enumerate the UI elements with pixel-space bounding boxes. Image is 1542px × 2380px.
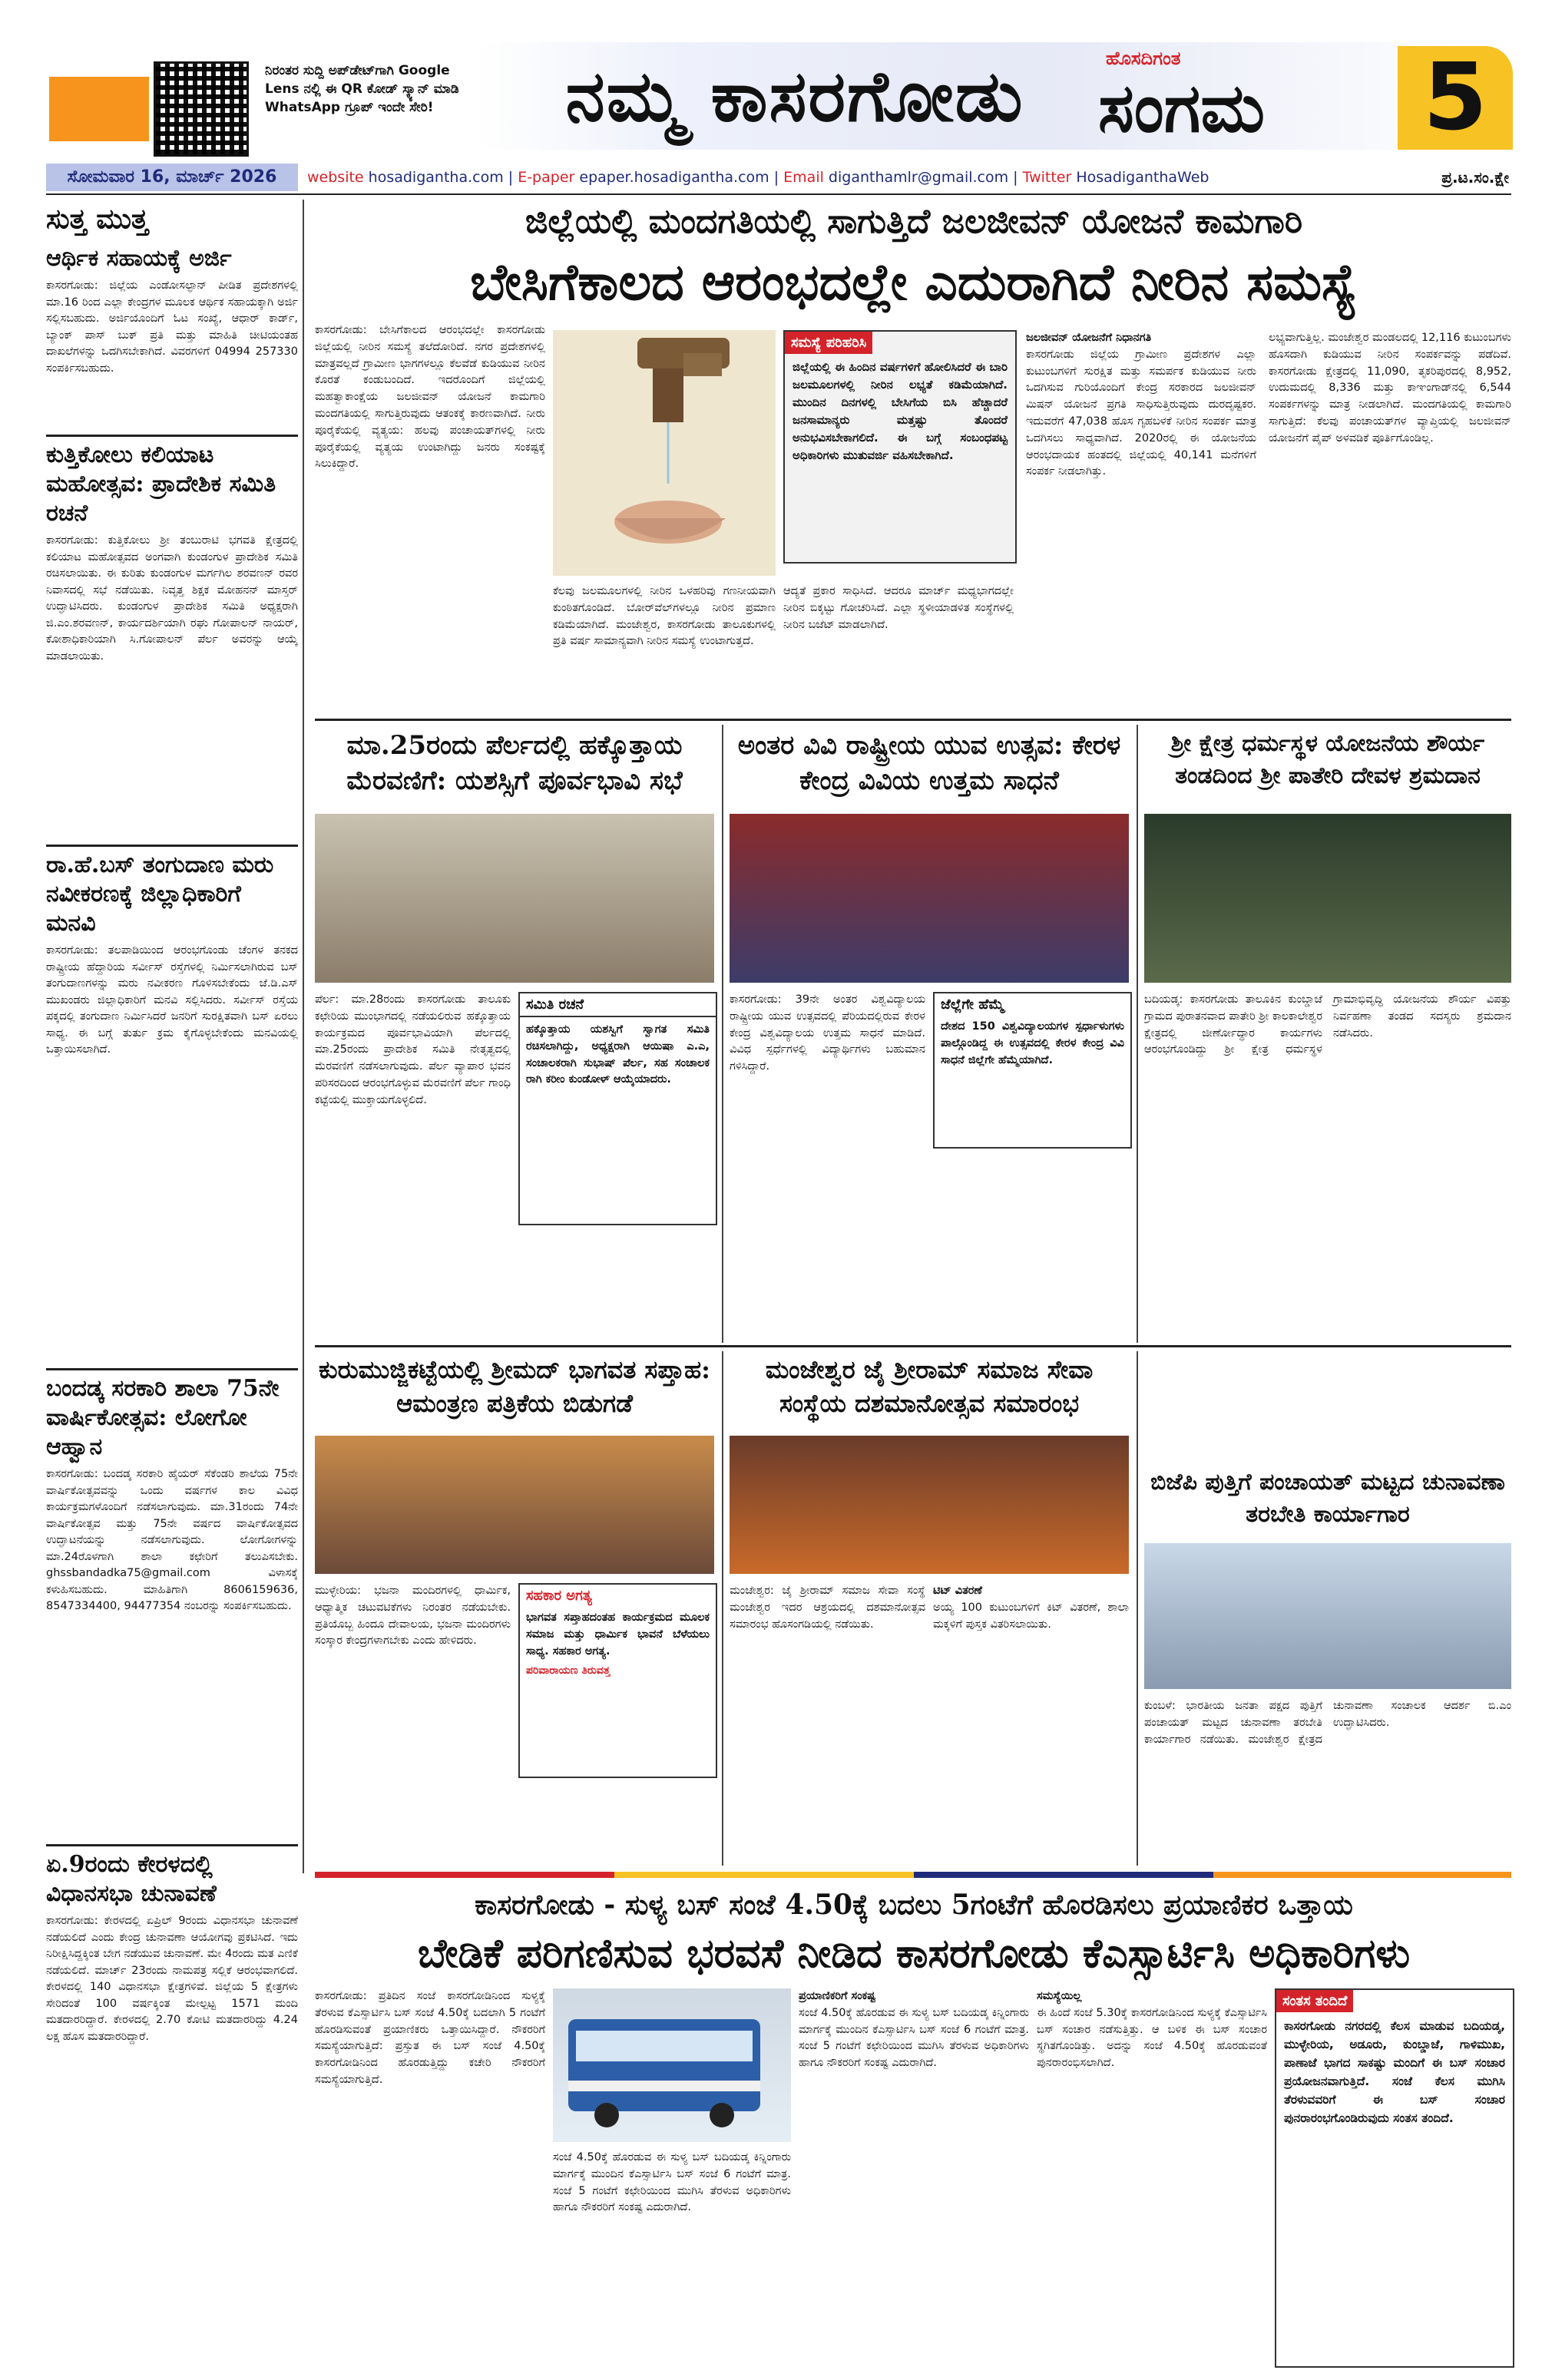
water-tap-image [553, 330, 776, 576]
brief-headline: ಆರ್ಥಿಕ ಸಹಾಯಕ್ಕೆ ಅರ್ಜಿ [46, 245, 232, 272]
problem-box-text: ಜಿಲ್ಲೆಯಲ್ಲಿ ಈ ಹಿಂದಿನ ವರ್ಷಗಳಿಗೆ ಹೋಲಿಸಿದರೆ ಈ ಬಾರಿ ಜಲಮೂಲಗಳಲ್ಲಿ ನೀರಿನ ಲಭ್ಯತೆ ಕಡಿಮೆಯಾಗಿದೆ. ಮುಂದಿನ ದಿನಗಳಲ್ಲಿ ಬೇಸಿಗೆಯ ಬಿಸಿ ಹೆಚ್ಚಾದರೆ ಜನಸಾಮಾನ್ಯರು ಮತ್ತಷ್ಟು ತೊಂದರೆ ಅನುಭವಿಸಬೇಕಾಗಲಿದೆ. ಈ ಬಗ್ಗೆ ಸಂಬಂಧಪಟ್ಟ ಅಧಿಕಾರಿಗಳು ಮುತುವರ್ಜಿ ವಹಿಸಬೇಕಾಗಿದೆ. [793, 360, 1008, 462]
story-headline: ಶ್ರೀ ಕ್ಷೇತ್ರ ಧರ್ಮಸ್ಥಳ ಯೋಜನೆಯ ಶೌರ್ಯ ತಂಡದಿಂದ ಶ್ರೀ ಪಾತೇರಿ ದೇವಳ ಶ್ರಮದಾನ [1170, 730, 1485, 789]
bottom-column-4 [1037, 1988, 1267, 2365]
bottom-column-1 [315, 1988, 545, 2365]
lead-column-3 [783, 583, 1014, 714]
supplement-name: ಸಂಗಮ [1098, 68, 1266, 147]
bottom-headline: ಬೇಡಿಕೆ ಪರಿಗಣಿಸುವ ಭರವಸೆ ನೀಡಿದ ಕಾಸರಗೋಡು ಕೆಎಸ್ಸಾರ್ಟಿಸಿ ಅಧಿಕಾರಿಗಳು [417, 1930, 1411, 1977]
story-headline: ಬಿಜೆಪಿ ಪುತ್ತಿಗೆ ಪಂಚಾಯತ್ ಮಟ್ಟದ ಚುನಾವಣಾ ತರಬೇತಿ ಕಾರ್ಯಾಗಾರ [1150, 1469, 1505, 1528]
story-text: ಸಂಜೆ 4.50ಕ್ಕೆ ಹೊರಡುವ ಈ ಸುಳ್ಯ ಬಸ್ ಬದಿಯಡ್ಕ ಕಿನ್ನಿಂಗಾರು ಮಾರ್ಗಕ್ಕೆ ಮುಂದಿನ ಕೆಎಸ್ಸಾರ್ಟಿಸಿ ಬಸ್ ಸಂಜೆ 6 ಗಂಟೆಗೆ ಮಾತ್ರ. ಸಂಜೆ 5 ಗಂಟೆಗೆ ಕಛೇರಿಯಿಂದ ಮುಗಿಸಿ ತೆರಳುವ ಅಧಿಕಾರಿಗಳು ಹಾಗೂ ನೌಕರರಿಗೆ ಸಂಕಷ್ಟ ಎದುರಾಗಿದೆ. [553, 2151, 791, 2214]
brief-2 [46, 441, 298, 665]
cooperation-box [518, 1583, 717, 1778]
bus-photo [553, 1988, 791, 2142]
brief-body: ಕಾಸರಗೋಡು: ತಲಪಾಡಿಯಿಂದ ಆರಂಭಗೊಂಡು ಚೆಂಗಳ ತನಕದ ರಾಷ್ಟ್ರೀಯ ಹೆದ್ದಾರಿಯ ಸರ್ವೀಸ್ ರಸ್ತೆಗಳಲ್ಲಿ ನಿರ್ಮಿಸಲಾಗಿರುವ ಬಸ್ ತಂಗುದಾಣಗಳನ್ನು ಮರು ನವೀಕರಣ ಗೊಳಿಸಬೇಕೆಂದು ಜೆ.ಡಿ.ಎಸ್ ಮುಖಂಡರು ಜಿಲ್ಲಾಧಿಕಾರಿಗೆ ಮನವಿ ಸಲ್ಲಿಸಿದರು. ಸರ್ವೀಸ್ ರಸ್ತೆಯ ಪಕ್ಕದಲ್ಲಿ ತಂಗುದಾಣ ನಿರ್ಮಿಸಿದರೆ ಜನರಿಗೆ ಸುರಕ್ಷಿತವಾಗಿ ಬಸ್ ಏರಲು ಸಾಧ್ಯ. ಈ ಬಗ್ಗೆ ತುರ್ತು ಕ್ರಮ ಕೈಗೊಳ್ಳಬೇಕೆಂದು ಮನವಿಯಲ್ಲಿ ಒತ್ತಾಯಿಸಲಾಗಿದೆ. [46, 944, 298, 1056]
brief-5 [46, 1850, 298, 2211]
committee-box [518, 992, 717, 1225]
story-text: ಕುಂಬಳೆ: ಭಾರತೀಯ ಜನತಾ ಪಕ್ಷದ ಪುತ್ತಿಗೆ ಪಂಚಾಯತ್ ಮಟ್ಟದ ಚುನಾವಣಾ ತರಬೇತಿ ಕಾರ್ಯಾಗಾರ ನಡೆಯಿತು. ಮಂಜೇಶ್ವರ ಕ್ಷೇತ್ರದ ಚುನಾವಣಾ ಸಂಚಾಲಕ ಆದರ್ಶ ಬಿ.ಎಂ ಉದ್ಘಾಟಿಸಿದರು. [1144, 1700, 1511, 1746]
brief-separator [46, 845, 298, 847]
story-body-2 [933, 1583, 1129, 1875]
story-body [730, 1583, 925, 1875]
lead-kicker: ಜಿಲ್ಲೆಯಲ್ಲಿ ಮಂದಗತಿಯಲ್ಲಿ ಸಾಗುತ್ತಿದೆ ಜಲಜೀವನ್ ಯೋಜನೆ ಕಾಮಗಾರಿ [524, 202, 1303, 241]
lead-photo [553, 330, 776, 576]
story-headline: ಕುರುಮುಜ್ಜಿಕಟ್ಟೆಯಲ್ಲಿ ಶ್ರೀಮದ್ ಭಾಗವತ ಸಪ್ತಾಹ: ಆಮಂತ್ರಣ ಪತ್ರಿಕೆಯ ಬಿಡುಗಡೆ [319, 1355, 710, 1418]
section-rule [315, 719, 1511, 721]
lead-column-1 [315, 322, 545, 706]
brand-color-block [49, 77, 149, 141]
brief-body: ಕಾಸರಗೋಡು: ಕೇರಳದಲ್ಲಿ ಏಪ್ರಿಲ್ 9ರಂದು ವಿಧಾನಸಭಾ ಚುನಾವಣೆ ನಡೆಯಲಿದೆ ಎಂದು ಕೇಂದ್ರ ಚುನಾವಣಾ ಆಯೋಗವು ಪ್ರಕಟಿಸಿದೆ. ಇದು ನಿರೀಕ್ಷಿಸಿದ್ದಕ್ಕಿಂತ ಬೇಗ ನಡೆಯುವ ಚುನಾವಣೆ. ಮೇ 4ರಂದು ಮತ ಎಣಿಕೆ ನಡೆಯಲಿದೆ. ಮಾರ್ಚ್ 23ರಂದು ನಾಮಪತ್ರ ಸಲ್ಲಿಕೆ ಆರಂಭವಾಗಲಿದೆ. ಕೇರಳದಲ್ಲಿ 140 ವಿಧಾನಸಭಾ ಕ್ಷೇತ್ರಗಳಿವೆ. ಜಿಲ್ಲೆಯ 5 ಕ್ಷೇತ್ರಗಳು ಸೇರಿದಂತೆ 100 ವರ್ಷಕ್ಕಿಂತ ಮೇಲ್ಪಟ್ಟ 1571 ಮಂದಿ ಮತದಾರರಿದ್ದಾರೆ. ಕೇರಳದಲ್ಲಿ 2.70 ಕೋಟಿ ಮತದಾರರಿದ್ದು 4.24 ಲಕ್ಷ ಹೊಸ ಮತದಾರರಿದ್ದಾರೆ. [46, 1915, 298, 2043]
masthead-title: ನಮ್ಮ ಕಾಸರಗೋಡು [565, 55, 1024, 137]
brand-name: ಹೊಸದಿಗಂತ [1106, 48, 1181, 69]
committee-box-text: ಹಕ್ಕೊತ್ತಾಯ ಯಶಸ್ವಿಗೆ ಸ್ವಾಗತ ಸಮಿತಿ ರಚಿಸಲಾಗಿದ್ದು, ಅಧ್ಯಕ್ಷರಾಗಿ ಆಯಿಷಾ ಎ.ಎ, ಸಂಚಾಲಕರಾಗಿ ಸುಭಾಷ್ ಪೆರ್ಲ, ಸಹ ಸಂಚಾಲಕ ರಾಗಿ ಕರೀಂ ಕುಂಡೋಳ್ ಆಯ್ಕೆಯಾದರು. [526, 1023, 710, 1086]
lead-column-2 [553, 583, 776, 714]
column-divider [722, 725, 723, 1343]
cooperation-box-text: ಭಾಗವತ ಸಪ್ತಾಹದಂತಹ ಕಾರ್ಯಕ್ರಮದ ಮೂಲಕ ಸಮಾಜ ಮತ್ತು ಧಾರ್ಮಿಕ ಭಾವನೆ ಬೆಳೆಯಲು ಸಾಧ್ಯ. ಸಹಕಾರ ಅಗತ್ಯ. [526, 1611, 710, 1658]
date-label: ಸೋಮವಾರ 16, ಮಾರ್ಚ್ 2026 [46, 164, 298, 191]
column-divider [722, 1351, 723, 1866]
story-subhead: ಪ್ರಯಾಣಿಕರಿಗೆ ಸಂಕಷ್ಟ [799, 1990, 876, 2002]
brief-1 [46, 244, 298, 377]
story-headline: ಮಾ.25ರಂದು ಪೆರ್ಲದಲ್ಲಿ ಹಕ್ಕೊತ್ತಾಯ ಮೆರವಣಿಗೆ: ಯಶಸ್ಸಿಗೆ ಪೂರ್ವಭಾವಿ ಸಭೆ [346, 730, 683, 796]
decor-strip [315, 1872, 614, 1878]
qr-note: ನಿರಂತರ ಸುದ್ದಿ ಅಪ್‌ಡೇಟ್‌ಗಾಗಿ Google Lens ನಲ್ಲಿ ಈ QR ಕೋಡ್ ಸ್ಕ್ಯಾನ್ ಮಾಡಿ WhatsApp ಗ್ರೂಪ್ ಇಂದೇ ಸೇರಿ! [265, 63, 459, 115]
cooperation-box-title: ಸಹಕಾರ ಅಗತ್ಯ [526, 1588, 592, 1604]
brief-headline: ರಾ.ಹೆ.ಬಸ್ ತಂಗುದಾಣ ಮರು ನವೀಕರಣಕ್ಕೆ ಜಿಲ್ಲಾಧಿಕಾರಿಗೆ ಮನವಿ [46, 851, 274, 937]
brief-body: ಕಾಸರಗೋಡು: ಬಂದಡ್ಕ ಸರಕಾರಿ ಹೈಯರ್ ಸೆಕೆಂಡರಿ ಶಾಲೆಯ 75ನೇ ವಾರ್ಷಿಕೋತ್ಸವವನ್ನು ಒಂದು ವರ್ಷಗಳ ಕಾಲ ವಿವಿಧ ಕಾರ್ಯಕ್ರಮಗಳೊಂದಿಗೆ ನಡೆಸಲಾಗುವುದು. ಮಾ.31ರಂದು 74ನೇ ವಾರ್ಷಿಕೋತ್ಸವ ಮತ್ತು 75ನೇ ವರ್ಷದ ವಾರ್ಷಿಕೋತ್ಸವದ ಉದ್ಘಾಟನೆಯನ್ನು ನಡೆಸಲಾಗುವುದು. ಲೋಗೋಗಳನ್ನು ಮಾ.24ರೊಳಗಾಗಿ ಶಾಲಾ ಕಛೇರಿಗೆ ತಲುಪಿಸಬೇಕು. ghssbandadka75@gmail.com ವಿಳಾಸಕ್ಕೆ ಕಳುಹಿಸಬಹುದು. ಮಾಹಿತಿಗಾಗಿ 8606159636, 8547334400, 94477354 ನಂಬರನ್ನು ಸಂಪರ್ಕಿಸಬಹುದು. [46, 1468, 298, 1612]
brief-separator [46, 1368, 298, 1370]
story-subhead: ಸಮಸ್ಯೆಯಿಲ್ಲ [1037, 1990, 1082, 2002]
brief-separator [46, 435, 298, 437]
column-divider [303, 200, 304, 1873]
bus-image [553, 1988, 791, 2142]
brief-headline: ಬಂದಡ್ಕ ಸರಕಾರಿ ಶಾಲಾ 75ನೇ ವಾರ್ಷಿಕೋತ್ಸವ: ಲೋಗೋ ಆಹ್ವಾನ [46, 1375, 280, 1460]
celebration-photo [730, 1436, 1129, 1574]
bottom-kicker: ಕಾಸರಗೋಡು - ಸುಳ್ಯ ಬಸ್ ಸಂಜೆ 4.50ಕ್ಕೆ ಬದಲು 5ಗಂಟೆಗೆ ಹೊರಡಿಸಲು ಪ್ರಯಾಣಿಕರ ಒತ್ತಾಯ [475, 1889, 1353, 1921]
workshop-photo [1144, 1543, 1511, 1689]
story-body [1144, 992, 1511, 1353]
brief-4 [46, 1374, 298, 1615]
brief-body: ಕಾಸರಗೋಡು: ಕುತ್ತಿಕೋಲು ಶ್ರೀ ತಂಬುರಾಟಿ ಭಗವತಿ ಕ್ಷೇತ್ರದಲ್ಲಿ ಕಲಿಯಾಟ ಮಹೋತ್ಸವದ ಅಂಗವಾಗಿ ಕುಂಡಂಗುಳ ಪ್ರಾದೇಶಿಕ ಸಮಿತಿ ರಚಿಸಲಾಯಿತು. ಈ ಕುರಿತು ಕುಂಡಂಗುಳ ಮರ್ಗಗಿಲ ಶರವಣನ್ ರವರ ನಿವಾಸದಲ್ಲಿ ಸಭೆ ನಡೆಯಿತು. ನಿವೃತ್ತ ಶಿಕ್ಷಕ ಮೋಹನನ್ ಮಾಸ್ತರ್ ಉದ್ಘಾಟಿಸಿದರು. ಕುಂಡಂಗುಳ ಪ್ರಾದೇಶಿಕ ಸಮಿತಿ ಅಧ್ಯಕ್ಷರಾಗಿ ಜಿ.ಎಂ.ಶರವಣನ್, ಕಾರ್ಯದರ್ಶಿಯಾಗಿ ರಘು ಗೋಪಾಲನ್ ನಾಯರ್, ಕೋಶಾಧಿಕಾರಿಯಾಗಿ ಸಿ.ಗೋಪಾಲನ್ ಪೆರ್ಲ ಅವರನ್ನು ಆಯ್ಕೆ ಮಾಡಲಾಯಿತು. [46, 534, 298, 663]
cooperation-box-tag: ಪರಿವಾರಾಯಣ ತಿರುವತ್ತ [526, 1664, 611, 1678]
epaper-label: E-paper [518, 169, 575, 186]
story-body [1144, 1698, 1511, 1867]
lead-text: ಕಾಸರಗೋಡು ಜಿಲ್ಲೆಯ ಗ್ರಾಮೀಣ ಪ್ರದೇಶಗಳ ಎಲ್ಲಾ ಕುಟುಂಬಗಳಿಗೆ ಸುರಕ್ಷಿತ ಮತ್ತು ಸಮರ್ಪಕ ಕುಡಿಯುವ ನೀರು ಒದಗಿಸುವ ಗುರಿಯೊಂದಿಗೆ ಕೇಂದ್ರ ಸರಕಾರದ ಜಲಜೀವನ್ ಮಿಷನ್ ಯೋಜನೆ ಪ್ರಗತಿ ಸಾಧಿಸುತ್ತಿರುವುದು ದುರದೃಷ್ಟಕರ. ಇದುವರೆಗೆ 47,038 ಹೊಸ ಗೃಹಬಳಕೆ ನೀರಿನ ಸಂಪರ್ಕ ಮಾತ್ರ ಒದಗಿಸಲು ಸಾಧ್ಯವಾಗಿದೆ. 2020ರಲ್ಲಿ ಈ ಯೋಜನೆಯ ಆರಂಭದಾಯಕ ಹಂತದಲ್ಲಿ ಜಿಲ್ಲೆಯಲ್ಲಿ 40,141 ಮನೆಗಳಿಗೆ ಸಂಪರ್ಕ ನೀಡಲಾಗಿತ್ತು. [1026, 348, 1256, 478]
happy-box-title: ಸಂತಸ ತಂದಿದೆ [1276, 1990, 1353, 2012]
decor-strip [614, 1872, 914, 1878]
story-text: ಮುಳ್ಳೇರಿಯ: ಭಜನಾ ಮಂದಿರಗಳಲ್ಲಿ ಧಾರ್ಮಿಕ, ಆಧ್ಯಾತ್ಮಿಕ ಚಟುವಟಿಕೆಗಳು ನಿರಂತರ ನಡೆಯಬೇಕು. ಪ್ರತಿಯೊಬ್ಬ ಹಿಂದೂ ದೇವಾಲಯ, ಭಜನಾ ಮಂದಿರಗಳು ಸಂಸ್ಕಾರ ಕೇಂದ್ರಗಳಾಗಬೇಕು ಎಂದು ಹೇಳಿದರು. [315, 1585, 511, 1648]
problem-box [783, 330, 1017, 564]
pride-box-title: ಜೆಲ್ಲೆಗೇ ಹೆಮ್ಮೆ [941, 997, 1004, 1013]
email-link[interactable]: diganthamlr@gmail.com [828, 169, 1009, 186]
story-text: ಅಯ್ಯ 100 ಕುಟುಂಬಗಳಿಗೆ ಕಿಟ್ ವಿತರಣೆ, ಶಾಲಾ ಮಕ್ಕಳಿಗೆ ಪುಸ್ತಕ ವಿತರಿಸಲಾಯಿತು. [933, 1601, 1129, 1631]
story-text: ಬದಿಯಡ್ಕ: ಕಾಸರಗೋಡು ತಾಲೂಕಿನ ಕುಂಬ್ಡಾಜೆ ಗ್ರಾಮದ ಪುರಾತನವಾದ ಪಾತೇರಿ ಶ್ರೀ ಕಾಲಕಾಲೇಶ್ವರ ಕ್ಷೇತ್ರದಲ್ಲಿ ಜೀರ್ಣೋದ್ಧಾರ ಕಾರ್ಯಗಳು ಆರಂಭಗೊಂಡಿದ್ದು ಶ್ರೀ ಕ್ಷೇತ್ರ ಧರ್ಮಸ್ಥಳ ಗ್ರಾಮಾಭಿವೃದ್ಧಿ ಯೋಜನೆಯ ಶೌರ್ಯ ವಿಪತ್ತು ನಿರ್ವಹಣಾ ತಂಡದ ಸದಸ್ಯರು ಶ್ರಮದಾನ ನಡೆಸಿದರು. [1144, 993, 1511, 1056]
decor-strip [1213, 1872, 1511, 1878]
twitter-link[interactable]: HosadiganthaWeb [1076, 169, 1209, 186]
shramadana-photo [1144, 814, 1511, 983]
happy-box [1275, 1988, 1514, 2368]
column-divider [1137, 725, 1138, 1343]
story-body [730, 992, 925, 1360]
bhagavata-photo [315, 1436, 714, 1574]
edition-code: ಪ್ರ.ಟ.ಸಂ.ಕ್ಷೇ [1441, 168, 1509, 187]
lead-text: ಲಭ್ಯವಾಗುತ್ತಿಲ್ಲ. ಮಂಜೇಶ್ವರ ಮಂಡಲದಲ್ಲಿ 12,116 ಕುಟುಂಬಗಳು ಹೊಸದಾಗಿ ಕುಡಿಯುವ ನೀರಿನ ಸಂಪರ್ಕವನ್ನು ಪಡೆದಿವೆ. ಕಾಸರಗೋಡು ಕ್ಷೇತ್ರದಲ್ಲಿ 11,090, ತೃಕರಿಪುರದಲ್ಲಿ 8,952, ಉದುಮದಲ್ಲಿ 8,336 ಮತ್ತು ಕಾಞಂಗಾಡ್‌ನಲ್ಲಿ 6,544 ಸಂಪರ್ಕಗಳನ್ನು ಮಾತ್ರ ನೀಡಲಾಗಿದೆ. ಮಂದಗತಿಯಲ್ಲಿ ಕಾಮಗಾರಿ ಸಾಗುತ್ತಿದೆ: ಕೆಲವು ಪಂಚಾಯತ್‌ಗಳ ವ್ಯಾಪ್ತಿಯಲ್ಲಿ ಜಲಜೀವನ್ ಯೋಜನೆಗೆ ಪೈಪ್ ಅಳವಡಿಕೆ ಪೂರ್ತಿಗೊಂಡಿಲ್ಲ. [1269, 332, 1511, 445]
lead-subhead: ಜಲಜೀವನ್ ಯೋಜನೆಗೆ ನಿಧಾನಗತಿ [1026, 332, 1152, 344]
pride-box [933, 992, 1132, 1149]
twitter-label: Twitter [1022, 169, 1072, 186]
page-number: 5 [1398, 46, 1513, 150]
brief-headline: ಏ.9ರಂದು ಕೇರಳದಲ್ಲಿ ವಿಧಾನಸಭಾ ಚುನಾವಣೆ [46, 1851, 217, 1907]
header-rule [46, 193, 1511, 195]
lead-headline: ಬೇಸಿಗೆಕಾಲದ ಆರಂಭದಲ್ಲೇ ಎದುರಾಗಿದೆ ನೀರಿನ ಸಮಸ್ಯೆ [470, 252, 1358, 312]
website-link[interactable]: hosadigantha.com [368, 169, 504, 186]
story-text: ಸಂಜೆ 4.50ಕ್ಕೆ ಹೊರಡುವ ಈ ಸುಳ್ಯ ಬಸ್ ಬದಿಯಡ್ಕ ಕಿನ್ನಿಂಗಾರು ಮಾರ್ಗಕ್ಕೆ ಮುಂದಿನ ಕೆಎಸ್ಸಾರ್ಟಿಸಿ ಬಸ್ ಸಂಜೆ 6 ಗಂಟೆಗೆ ಮಾತ್ರ. ಸಂಜೆ 5 ಗಂಟೆಗೆ ಕಛೇರಿಯಿಂದ ಮುಗಿಸಿ ತೆರಳುವ ಅಧಿಕಾರಿಗಳು ಹಾಗೂ ನೌಕರರಿಗೆ ಸಂಕಷ್ಟ ಎದುರಾಗಿದೆ. [799, 2006, 1029, 2070]
lead-column-4 [1026, 330, 1256, 714]
pride-box-text: ದೇಶದ 150 ವಿಶ್ವವಿದ್ಯಾಲಯಗಳ ಸ್ಪರ್ಧಾಳುಗಳು ಪಾಲ್ಗೊಂಡಿದ್ದ ಈ ಉತ್ಸವದಲ್ಲಿ ಕೇರಳ ಕೇಂದ್ರ ವಿವಿ ಸಾಧನೆ ಜಿಲ್ಲೆಗೇ ಹೆಮ್ಮೆಯಾಗಿದೆ. [941, 1020, 1124, 1066]
story-subhead: ಟಿಟ್ ವಿತರಣೆ [933, 1585, 982, 1597]
story-text: ಕಾಸರಗೋಡು: ಪ್ರತಿದಿನ ಸಂಜೆ ಕಾಸರಗೋಡಿನಿಂದ ಸುಳ್ಯಕ್ಕೆ ತೆರಳುವ ಕೆಎಸ್ಸಾರ್ಟಿಸಿ ಬಸ್ ಸಂಜೆ 4.50ಕ್ಕೆ ಬದಲಾಗಿ 5 ಗಂಟೆಗೆ ಹೊರಡಿಸುವಂತೆ ಪ್ರಯಾಣಿಕರು ಒತ್ತಾಯಿಸಿದ್ದಾರೆ. ನೌಕರರಿಗೆ ಸಮಸ್ಯೆಯಾಗುತ್ತಿದೆ: ಪ್ರಸ್ತುತ ಈ ಬಸ್ ಸಂಜೆ 4.50ಕ್ಕೆ ಕಾಸರಗೋಡಿನಿಂದ ಹೊರಡುತ್ತಿದ್ದು ಕಚೇರಿ ನೌಕರರಿಗೆ ಸಮಸ್ಯೆಯಾಗುತ್ತಿದೆ. [315, 1990, 545, 2086]
lead-text: ಆದ್ಯತೆ ಪ್ರಕಾರ ಸಾಧಿಸಿದೆ. ಆದರೂ ಮಾರ್ಚ್ ಮಧ್ಯಭಾಗದಲ್ಲೇ ನೀರಿನ ಬಿಕ್ಕಟ್ಟು ಗೋಚರಿಸಿದೆ. ಎಲ್ಲಾ ಸ್ಥಳೀಯಾಡಳಿತ ಸಂಸ್ಥೆಗಳಲ್ಲಿ ನೀರಿನ ಬಜೆಟ್ ಮಾಡಲಾಗಿದೆ. [783, 585, 1014, 631]
lead-text: ಕಾಸರಗೋಡು: ಬೇಸಿಗೆಕಾಲದ ಆರಂಭದಲ್ಲೇ ಕಾಸರಗೋಡು ಜಿಲ್ಲೆಯಲ್ಲಿ ನೀರಿನ ಸಮಸ್ಯೆ ತಲೆದೋರಿದೆ. ನಗರ ಪ್ರದೇಶಗಳಲ್ಲಿ ಮಾತ್ರವಲ್ಲದೆ ಗ್ರಾಮೀಣ ಭಾಗಗಳಲ್ಲೂ ಕೆಲವೆಡೆ ಕುಡಿಯುವ ನೀರಿನ ಕೊರತೆ ಕಂಡುಬಂದಿದೆ. ಇದರೊಂದಿಗೆ ಜಿಲ್ಲೆಯಲ್ಲಿ ಮಹತ್ವಾಕಾಂಕ್ಷೆಯ ಜಲಜೀವನ್ ಯೋಜನೆ ಕಾಮಗಾರಿ ಮಂದಗತಿಯಲ್ಲಿ ಸಾಗುತ್ತಿರುವುದು ಆತಂಕಕ್ಕೆ ಕಾರಣವಾಗಿದೆ. ನೀರು ಪೂರೈಕೆಯಲ್ಲಿ ವ್ಯತ್ಯಯ: ಹಲವು ಪಂಚಾಯತ್‌ಗಳಲ್ಲಿ ನೀರು ಪೂರೈಕೆಯಲ್ಲಿ ವ್ಯತ್ಯಯ ಉಂಟಾಗಿದ್ದು ಜನರು ಸಂಕಷ್ಟಕ್ಕೆ ಸಿಲುಕಿದ್ದಾರೆ. [315, 324, 545, 471]
lead-column-5 [1269, 330, 1511, 714]
award-photo [730, 814, 1129, 983]
story-text: ಪೆರ್ಲ: ಮಾ.28ರಂದು ಕಾಸರಗೋಡು ತಾಲೂಕು ಕಛೇರಿಯ ಮುಂಭಾಗದಲ್ಲಿ ನಡೆಯಲಿರುವ ಹಕ್ಕೊತ್ತಾಯ ಕಾರ್ಯಕ್ರಮದ ಪೂರ್ವಭಾವಿಯಾಗಿ ಪೆರ್ಲದಲ್ಲಿ ಮಾ.25ರಂದು ಪ್ರಾದೇಶಿಕ ಸಮಿತಿ ನೇತೃತ್ವದಲ್ಲಿ ಮೆರವಣಿಗೆ ನಡೆಸಲಾಗುವುದು. ಪೆರ್ಲ ವ್ಯಾಪಾರ ಭವನ ಪರಿಸರದಿಂದ ಆರಂಭಗೊಳ್ಳುವ ಮೆರವಣಿಗೆ ಪೆರ್ಲ ಗಾಂಧಿ ಕಟ್ಟೆಯಲ್ಲಿ ಮುಕ್ತಾಯಗೊಳ್ಳಲಿದೆ. [315, 993, 511, 1106]
story-text: ಕಾಸರಗೋಡು: 39ನೇ ಅಂತರ ವಿಶ್ವವಿದ್ಯಾಲಯ ರಾಷ್ಟ್ರೀಯ ಯುವ ಉತ್ಸವದಲ್ಲಿ ಪೆರಿಯದಲ್ಲಿರುವ ಕೇರಳ ಕೇಂದ್ರ ವಿಶ್ವವಿದ್ಯಾಲಯ ಉತ್ತಮ ಸಾಧನೆ ಮಾಡಿದೆ. ವಿವಿಧ ಸ್ಪರ್ಧೆಗಳಲ್ಲಿ ವಿದ್ಯಾರ್ಥಿಗಳು ಬಹುಮಾನ ಗಳಿಸಿದ್ದಾರೆ. [730, 993, 925, 1073]
story-text: ಈ ಹಿಂದೆ ಸಂಜೆ 5.30ಕ್ಕೆ ಕಾಸರಗೋಡಿನಿಂದ ಸುಳ್ಯಕ್ಕೆ ಕೆಎಸ್ಸಾರ್ಟಿಸಿ ಬಸ್ ಸಂಚಾರ ನಡೆಸುತ್ತಿತ್ತು. ಆ ಬಳಿಕ ಈ ಬಸ್ ಸಂಚಾರ ಸ್ಥಗಿತಗೊಂಡಿತ್ತು. ಅದನ್ನು ಸಂಜೆ 4.50ಕ್ಕೆ ಹೊರಡುವಂತೆ ಪುನರಾರಂಭಿಸಲಾಗಿದೆ. [1037, 2006, 1267, 2070]
decor-strip [914, 1872, 1213, 1878]
brief-headline: ಕುತ್ತಿಕೋಲು ಕಲಿಯಾಟ ಮಹೋತ್ಸವ: ಪ್ರಾದೇಶಿಕ ಸಮಿತಿ ರಚನೆ [46, 441, 276, 527]
happy-box-text: ಕಾಸರಗೋಡು ನಗರದಲ್ಲಿ ಕೆಲಸ ಮಾಡುವ ಬದಿಯಡ್ಕ, ಮುಳ್ಳೇರಿಯ, ಅಡೂರು, ಕುಂಬ್ಡಾಜೆ, ಗಾಳಿಮುಖ, ಪಾಣಾಜೆ ಭಾಗದ ಸಾಕಷ್ಟು ಮಂದಿಗೆ ಈ ಬಸ್ ಸಂಚಾರ ಪ್ರಯೋಜನವಾಗುತ್ತಿದೆ. ಸಂಜೆ ಕೆಲಸ ಮುಗಿಸಿ ತೆರಳುವವರಿಗೆ ಈ ಬಸ್ ಸಂಚಾರ ಪುನರಾರಂಭಗೊಂಡಿರುವುದು ಸಂತಸ ತಂದಿದೆ. [1284, 2019, 1505, 2125]
epaper-link[interactable]: epaper.hosadigantha.com [579, 169, 769, 186]
story-headline: ಅಂತರ ವಿವಿ ರಾಷ್ಟ್ರೀಯ ಯುವ ಉತ್ಸವ: ಕೇರಳ ಕೇಂದ್ರ ವಿವಿಯ ಉತ್ತಮ ಸಾಧನೆ [737, 730, 1121, 796]
lead-text: ಕೆಲವು ಜಲಮೂಲಗಳಲ್ಲಿ ನೀರಿನ ಒಳಹರಿವು ಗಣನೀಯವಾಗಿ ಕುಂಠಿತಗೊಂಡಿದೆ. ಬೋರ್‌ವೆಲ್‌ಗಳಲ್ಲೂ ನೀರಿನ ಪ್ರಮಾಣ ಕಡಿಮೆಯಾಗಿದೆ. ಮಂಜೇಶ್ವರ, ಕಾಸರಗೋಡು ತಾಲೂಕುಗಳಲ್ಲಿ ಪ್ರತಿ ವರ್ಷ ಸಾಮಾನ್ಯವಾಗಿ ನೀರಿನ ಸಮಸ್ಯೆ ಉಂಟಾಗುತ್ತದೆ. [553, 585, 776, 648]
section-rule [315, 1345, 1511, 1347]
committee-box-title: ಸಮಿತಿ ರಚನೆ [520, 993, 716, 1017]
column-divider [1137, 1351, 1138, 1866]
section-title [46, 201, 298, 238]
website-label: website [307, 169, 364, 186]
story-text: ಮಂಜೇಶ್ವರ: ಜೈ ಶ್ರೀರಾಮ್ ಸಮಾಜ ಸೇವಾ ಸಂಸ್ಥೆ ಮಂಜೇಶ್ವರ ಇದರ ಆಶ್ರಯದಲ್ಲಿ ದಶಮಾನೋತ್ಸವ ಸಮಾರಂಭ ಹೊಸಂಗಡಿಯಲ್ಲಿ ನಡೆಯಿತು. [730, 1585, 925, 1631]
bottom-column-3 [799, 1988, 1029, 2365]
qr-code[interactable] [154, 61, 249, 157]
meeting-photo [315, 814, 714, 983]
brief-separator [46, 1844, 298, 1846]
brief-3 [46, 851, 298, 1059]
contact-links: website hosadigantha.com | E-paper epaper.hosadigantha.com | Email diganthamlr@gmail.com | Twitter HosadiganthaWeb [307, 169, 1209, 186]
story-headline: ಮಂಜೇಶ್ವರ ಜೈ ಶ್ರೀರಾಮ್ ಸಮಾಜ ಸೇವಾ ಸಂಸ್ಥೆಯ ದಶಮಾನೋತ್ಸವ ಸಮಾರಂಭ [765, 1355, 1094, 1418]
problem-box-title: ಸಮಸ್ಯೆ ಪರಿಹರಿಸಿ [785, 332, 872, 354]
story-body [315, 992, 511, 1360]
email-label: Email [783, 169, 824, 186]
section-label: ಸುತ್ತ ಮುತ್ತ [46, 203, 149, 235]
brief-body: ಕಾಸರಗೋಡು: ಜಿಲ್ಲೆಯ ಎಂಡೋಸಲ್ಫಾನ್ ಪೀಡಿತ ಪ್ರದೇಶಗಳಲ್ಲಿ ಮಾ.16 ರಿಂದ ಎಲ್ಲಾ ಕೇಂದ್ರಗಳ ಮೂಲಕ ಆರ್ಥಿಕ ಸಹಾಯಕ್ಕಾಗಿ ಅರ್ಜಿ ಸಲ್ಲಿಸಬಹುದು. ಅರ್ಜಿಯೊಂದಿಗೆ ಓಟ ಸಂಖ್ಯೆ, ಆಧಾರ್ ಕಾರ್ಡ್, ಬ್ಯಾಂಕ್ ಪಾಸ್ ಬುಕ್ ಪ್ರತಿ ಮತ್ತು ಮಾಹಿತಿ ಚೀಟಿಯಂತಹ ದಾಖಲೆಗಳನ್ನು ಒದಗಿಸಬೇಕಾಗಿದೆ. ವಿವರಗಳಿಗೆ 04994 257330 ಸಂಪರ್ಕಿಸಬಹುದು. [46, 279, 298, 375]
bottom-column-2 [553, 2150, 791, 2365]
